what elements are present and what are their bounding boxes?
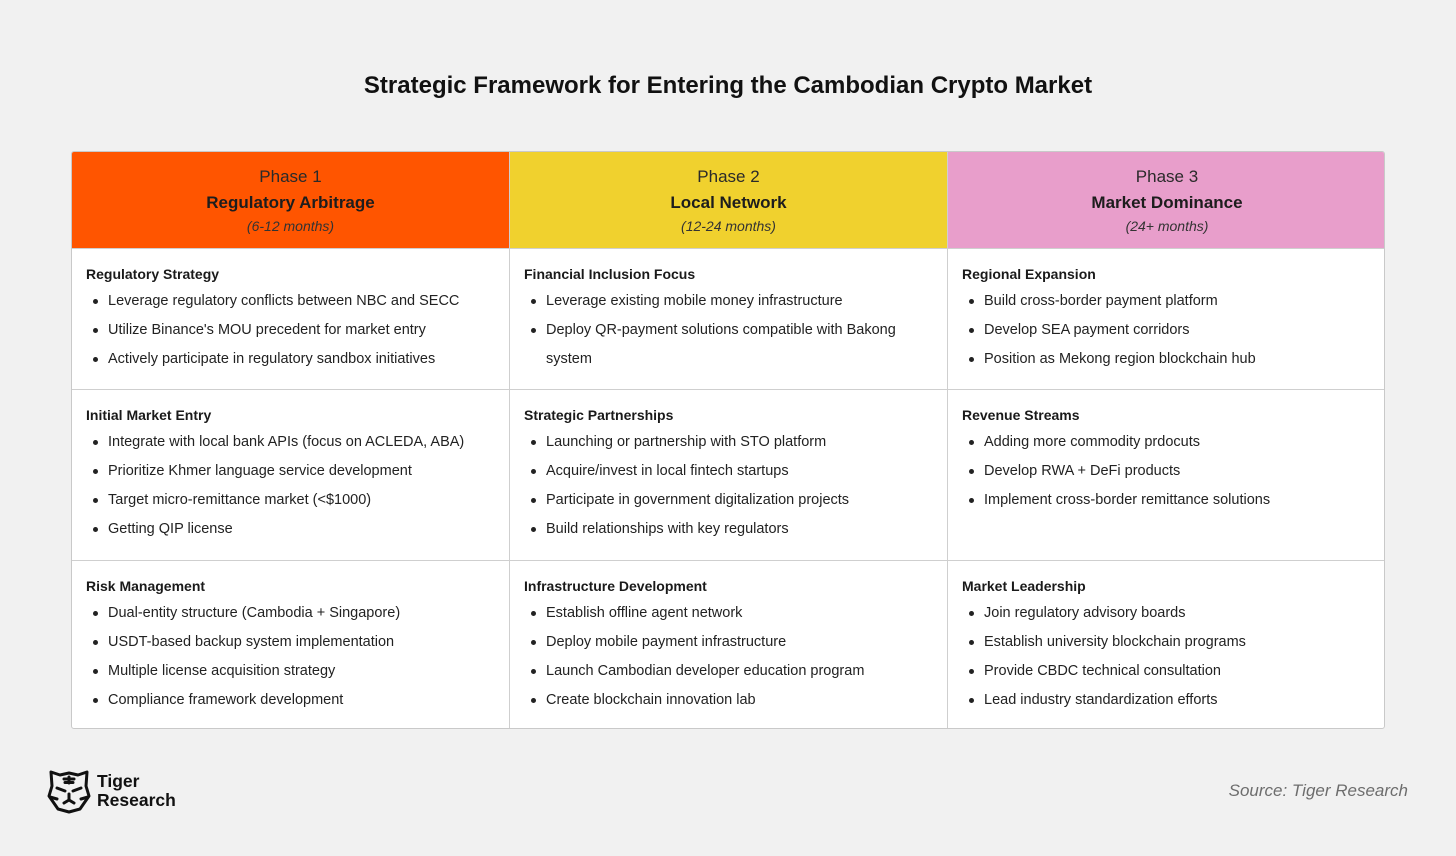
- phase-number: Phase 1: [259, 167, 322, 186]
- section-title: Revenue Streams: [962, 407, 1080, 423]
- section-title: Infrastructure Development: [524, 578, 707, 594]
- section-title: Strategic Partnerships: [524, 407, 674, 423]
- section-title: Initial Market Entry: [86, 407, 212, 423]
- bullet-list: [524, 428, 933, 544]
- section-title: Risk Management: [86, 578, 206, 594]
- phase-header-row: [72, 152, 1384, 249]
- bullet-item: Join regulatory advisory boards: [962, 599, 1372, 628]
- strategy-cell: [510, 561, 948, 728]
- bullet-item: Deploy QR-payment solutions compatible with Bakong system: [524, 316, 933, 374]
- bullet-item: Deploy mobile payment infrastructure: [524, 628, 933, 657]
- phase-1-header: [72, 152, 510, 249]
- bullet-list: [86, 428, 495, 544]
- framework-row-3: [72, 561, 1384, 728]
- phase-number: Phase 3: [1135, 167, 1199, 186]
- phase-duration: (12-24 months): [681, 218, 776, 234]
- framework-row-2: [72, 390, 1384, 561]
- bullet-item: Participate in government digitalization projects: [524, 486, 933, 515]
- logo-line-1: Tiger: [97, 771, 140, 791]
- bullet-item: Establish offline agent network: [524, 599, 933, 628]
- bullet-item: Target micro-remittance market (<$1000): [86, 486, 495, 515]
- bullet-item: Provide CBDC technical consultation: [962, 657, 1372, 686]
- strategy-cell: [72, 561, 510, 728]
- bullet-item: Build relationships with key regulators: [524, 515, 933, 544]
- logo-wordmark: [97, 772, 176, 810]
- bullet-item: USDT-based backup system implementation: [86, 628, 495, 657]
- section-title: Regional Expansion: [962, 266, 1096, 282]
- phase-duration: (24+ months): [1125, 218, 1209, 234]
- bullet-item: Utilize Binance's MOU precedent for market entry: [86, 316, 495, 345]
- bullet-item: Actively participate in regulatory sandbox initiatives: [86, 345, 495, 374]
- bullet-item: Acquire/invest in local fintech startups: [524, 457, 933, 486]
- phase-name: Regulatory Arbitrage: [206, 193, 375, 212]
- bullet-item: Develop RWA + DeFi products: [962, 457, 1372, 486]
- bullet-item: Multiple license acquisition strategy: [86, 657, 495, 686]
- strategy-cell: [948, 561, 1385, 728]
- source-note: Source: Tiger Research: [1228, 781, 1408, 800]
- bullet-list: [524, 599, 933, 715]
- section-title: Regulatory Strategy: [86, 266, 220, 282]
- bullet-item: Create blockchain innovation lab: [524, 686, 933, 715]
- tiger-head-icon: [47, 768, 91, 814]
- page-title: Strategic Framework for Entering the Cambodian Crypto Market: [363, 72, 1093, 99]
- phase-2-header: [510, 152, 948, 249]
- strategy-cell: [72, 390, 510, 560]
- bullet-item: Establish university blockchain programs: [962, 628, 1372, 657]
- bullet-item: Compliance framework development: [86, 686, 495, 715]
- tiger-research-logo: [47, 768, 176, 814]
- strategy-cell: [72, 249, 510, 389]
- bullet-list: [86, 599, 495, 715]
- bullet-list: [962, 428, 1372, 515]
- bullet-item: Develop SEA payment corridors: [962, 316, 1372, 345]
- bullet-item: Launching or partnership with STO platform: [524, 428, 933, 457]
- phase-name: Local Network: [670, 193, 787, 212]
- bullet-list: [524, 287, 933, 374]
- bullet-item: Build cross-border payment platform: [962, 287, 1372, 316]
- framework-table: [71, 151, 1385, 729]
- bullet-item: Dual-entity structure (Cambodia + Singapore): [86, 599, 495, 628]
- strategy-cell: [948, 249, 1385, 389]
- phase-number: Phase 2: [697, 167, 760, 186]
- logo-line-2: Research: [97, 790, 176, 810]
- bullet-list: [962, 599, 1372, 715]
- strategy-cell: [510, 249, 948, 389]
- bullet-list: [962, 287, 1372, 374]
- bullet-item: Position as Mekong region blockchain hub: [962, 345, 1372, 374]
- phase-3-header: [948, 152, 1385, 249]
- strategy-cell: [948, 390, 1385, 560]
- section-title: Market Leadership: [962, 578, 1086, 594]
- bullet-item: Launch Cambodian developer education program: [524, 657, 933, 686]
- bullet-item: Leverage regulatory conflicts between NBC and SECC: [86, 287, 495, 316]
- bullet-item: Lead industry standardization efforts: [962, 686, 1372, 715]
- strategy-cell: [510, 390, 948, 560]
- bullet-list: [86, 287, 495, 374]
- bullet-item: Implement cross-border remittance solutions: [962, 486, 1372, 515]
- bullet-item: Getting QIP license: [86, 515, 495, 544]
- bullet-item: Integrate with local bank APIs (focus on ACLEDA, ABA): [86, 428, 495, 457]
- bullet-item: Leverage existing mobile money infrastructure: [524, 287, 933, 316]
- phase-name: Market Dominance: [1091, 193, 1243, 212]
- framework-row-1: [72, 249, 1384, 390]
- section-title: Financial Inclusion Focus: [524, 266, 696, 282]
- bullet-item: Prioritize Khmer language service development: [86, 457, 495, 486]
- bullet-item: Adding more commodity prdocuts: [962, 428, 1372, 457]
- phase-duration: (6-12 months): [246, 218, 335, 234]
